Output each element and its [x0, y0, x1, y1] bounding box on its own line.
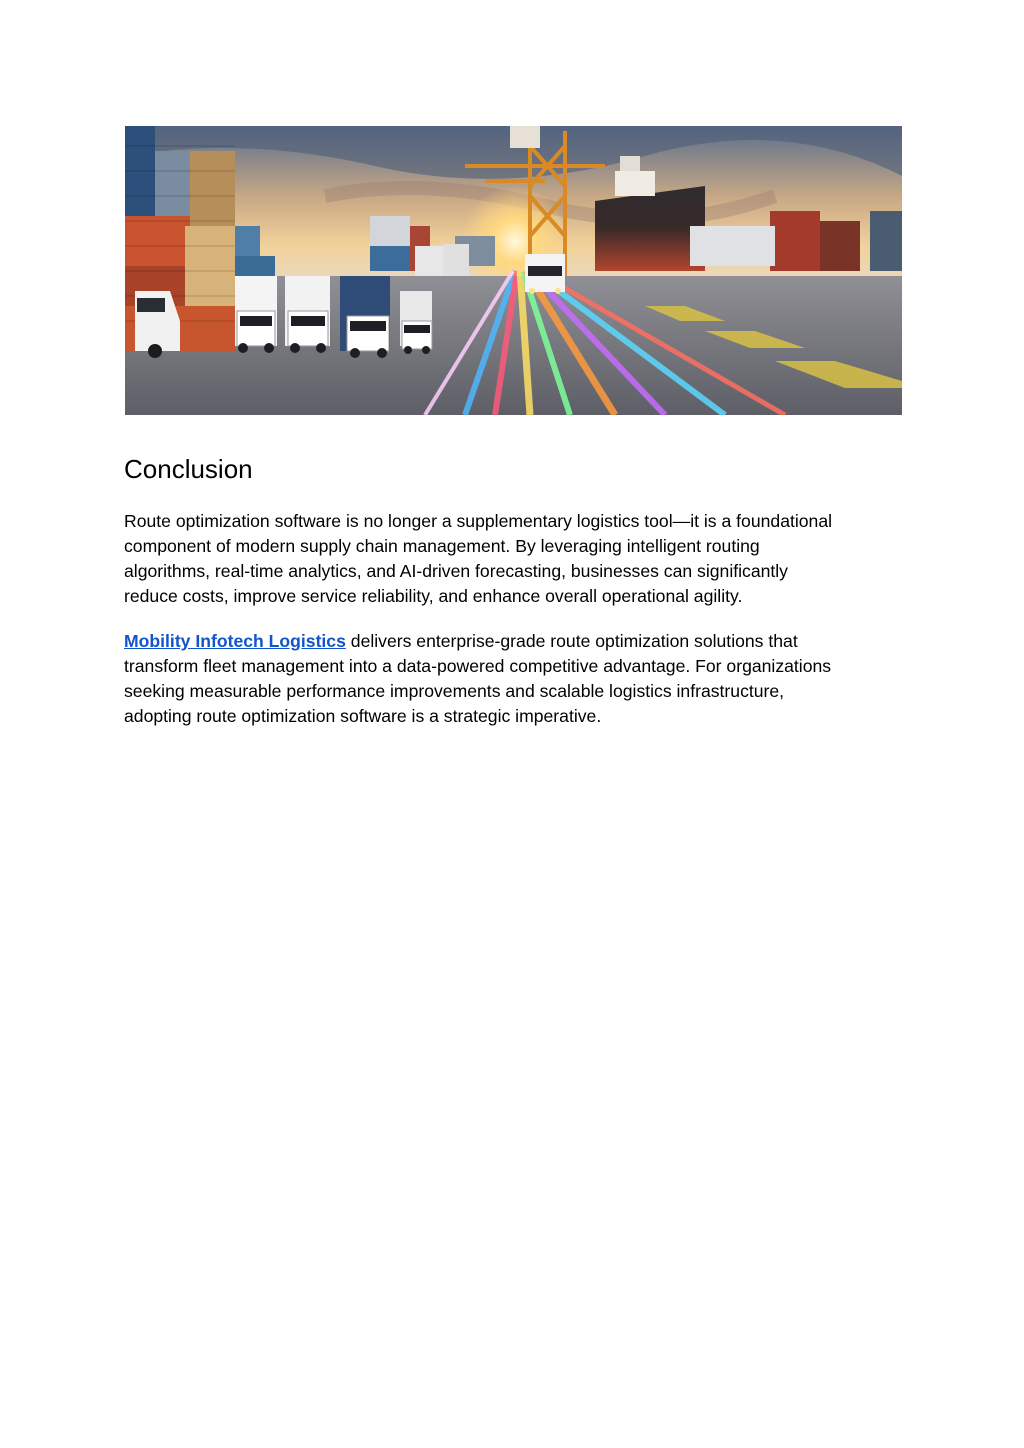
logistics-port-photo-icon	[125, 126, 902, 415]
paragraph-line: transform fleet management into a data-powered competitive advantage. For organizations	[124, 656, 832, 676]
paragraph-line: algorithms, real-time analytics, and AI-driven forecasting, businesses can significantly	[124, 561, 788, 581]
paragraph-line: adopting route optimization software is a strategic imperative.	[124, 706, 602, 726]
mobility-infotech-link[interactable]: Mobility Infotech Logistics	[124, 631, 346, 651]
paragraph-line	[124, 629, 894, 654]
paragraph-line: component of modern supply chain management. By leveraging intelligent routing	[124, 536, 760, 556]
conclusion-paragraph-1	[124, 509, 894, 609]
section-heading: Conclusion	[124, 454, 253, 484]
paragraph-line: seeking measurable performance improvements and scalable logistics infrastructure,	[124, 681, 785, 701]
hero-image	[125, 126, 902, 415]
paragraph-line-rest: delivers enterprise-grade route optimization solutions that	[345, 631, 798, 651]
conclusion-paragraph-2	[124, 629, 894, 729]
paragraph-line: Route optimization software is no longer a supplementary logistics tool—it is a foundational	[124, 511, 833, 531]
paragraph-line: reduce costs, improve service reliability, and enhance overall operational agility.	[124, 586, 743, 606]
